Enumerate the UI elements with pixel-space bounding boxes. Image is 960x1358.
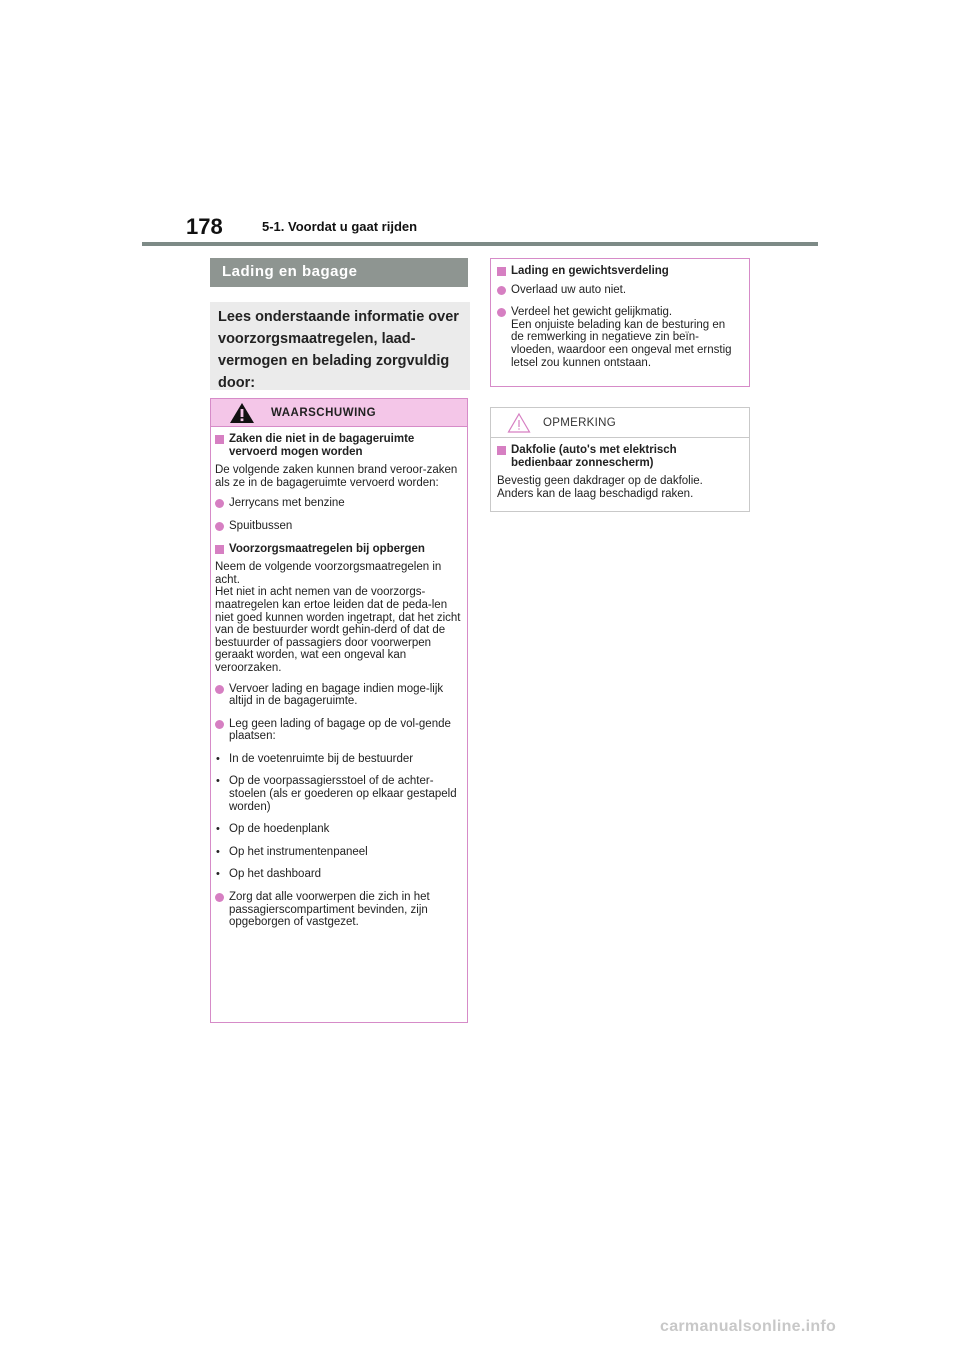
note-body: [497, 444, 741, 508]
dash-item: • Op de voorpassagiersstoel of de achter-stoelen (als er goederen op elkaar gestapeld worden): [215, 775, 463, 813]
paragraph: Bevestig geen dakdrager op de dakfolie. Anders kan de laag beschadigd raken.: [497, 475, 703, 500]
intro-box: [210, 302, 470, 390]
paragraph: Het niet in acht nemen van de voorzorgs-maatregelen kan ertoe leiden dat de peda-len niet goed kunnen worden ingetrapt, dat het zicht van de bestuurder wordt gehin-derd of dat de bestuurder of passagiers door voorwerpen geraakt worden, wat een ongeval kan veroorzaken.: [215, 586, 461, 674]
page-number: 178: [186, 214, 223, 239]
paragraph: De volgende zaken kunnen brand veroor-zaken als ze in de bagageruimte vervoerd worden:: [215, 464, 458, 489]
note-box: [490, 407, 750, 512]
bullet-item: Leg geen lading of bagage op de vol-gende plaatsen:: [215, 718, 463, 743]
weight-body: [497, 265, 741, 377]
warning-box: [210, 398, 468, 1023]
warning-triangle-icon: [229, 401, 255, 425]
bullet-item: Zorg dat alle voorwerpen die zich in het passagierscompartiment bevinden, zijn opgeborgen of vastgezet.: [215, 891, 463, 929]
watermark: carmanualsonline.info: [660, 1318, 837, 1335]
dash-item: • Op het instrumentenpaneel: [215, 846, 463, 859]
warning-subheading: Voorzorgsmaatregelen bij opbergen: [215, 543, 463, 556]
dash-item: • In de voetenruimte bij de bestuurder: [215, 753, 463, 766]
intro-text: Lees onderstaande informatie over voorzorgsmaatregelen, laadvermogen en belading zorgvuldig door:: [218, 309, 459, 391]
page-title: Lading en bagage: [222, 263, 358, 280]
bullet-item: Vervoer lading en bagage indien moge-lijk altijd in de bagageruimte.: [215, 683, 463, 708]
note-header: [491, 408, 749, 438]
dash-item: • Op het dashboard: [215, 868, 463, 881]
warning-subheading: Zaken die niet in de bagageruimte vervoerd mogen worden: [215, 433, 463, 458]
note-subheading: Dakfolie (auto's met elektrisch bedienbaar zonnescherm): [497, 444, 741, 469]
warning-body: [215, 433, 463, 939]
dash-item: • Op de hoedenplank: [215, 823, 463, 836]
bullet-item: Verdeel het gewicht gelijkmatig.: [497, 306, 741, 319]
paragraph: Een onjuiste belading kan de besturing en de remwerking in negatieve zin beïn-vloeden, waardoor een ongeval met ernstig letsel zou kunnen ontstaan.: [511, 318, 732, 369]
weight-subheading: Lading en gewichtsverdeling: [497, 265, 741, 278]
section-header: 5-1. Voordat u gaat rijden: [262, 219, 418, 234]
warning-header: [211, 399, 467, 427]
bullet-item: Jerrycans met benzine: [215, 497, 463, 510]
paragraph: Neem de volgende voorzorgsmaatregelen in acht.: [215, 561, 442, 586]
note-triangle-icon: [507, 412, 531, 434]
note-label: OPMERKING: [543, 417, 616, 429]
bullet-item: Spuitbussen: [215, 520, 463, 533]
bullet-item: Overlaad uw auto niet.: [497, 284, 741, 297]
warning-label: WAARSCHUWING: [271, 407, 377, 419]
header-rule: [142, 242, 818, 246]
weight-box: [490, 258, 750, 387]
